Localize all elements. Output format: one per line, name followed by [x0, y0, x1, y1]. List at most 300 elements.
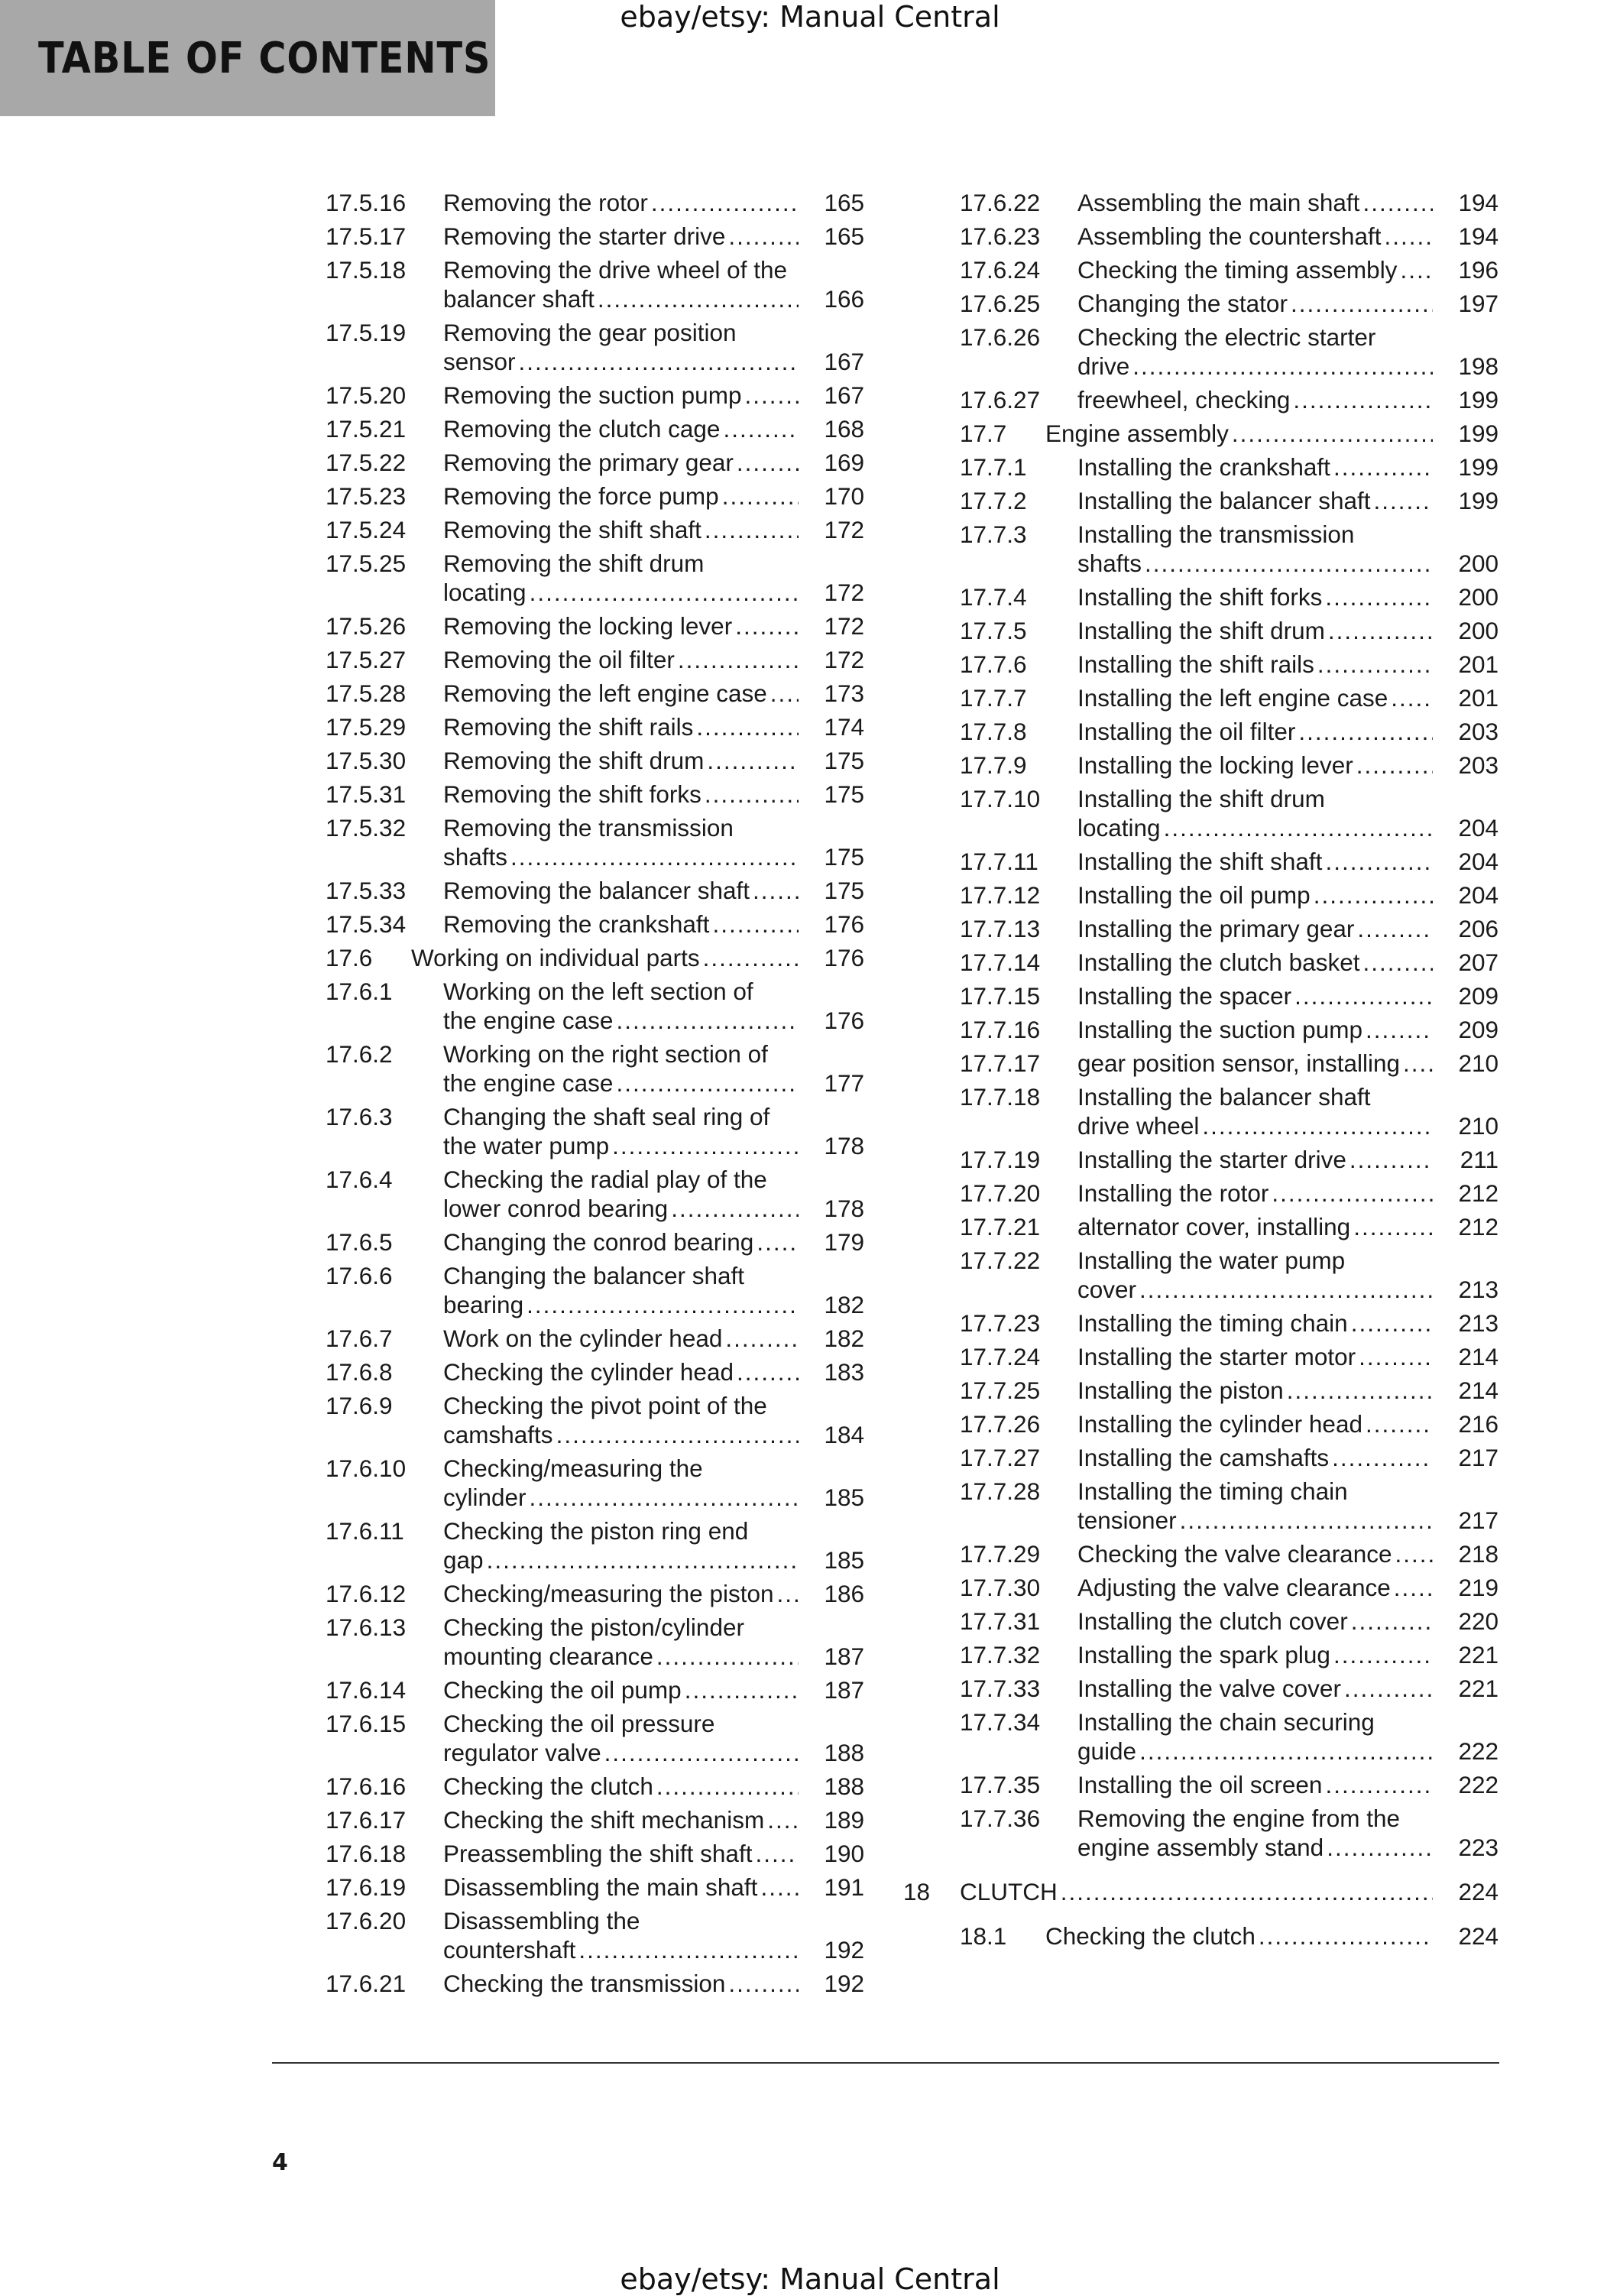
toc-entry-title-text: Removing the rotor: [443, 189, 648, 216]
toc-entry-title: [443, 645, 802, 674]
toc-entry[interactable]: [326, 977, 864, 1035]
toc-entry[interactable]: [960, 1049, 1498, 1078]
dot-leader: [1202, 1111, 1433, 1140]
toc-entry-page: 170: [824, 482, 864, 510]
toc-entry-page: 216: [1458, 1410, 1498, 1438]
toc-entry-title-text: Installing the oil screen: [1077, 1771, 1323, 1798]
dot-leader: [1325, 582, 1433, 611]
toc-entry-title-text: Removing the engine from the: [1077, 1805, 1400, 1832]
toc-entry-title-line: [443, 482, 802, 511]
dot-leader: [678, 645, 799, 674]
toc-entry[interactable]: [326, 1873, 864, 1902]
toc-entry-title-line: [1077, 1607, 1436, 1636]
toc-entry-page: 172: [824, 516, 864, 543]
toc-entry-title-text: engine assembly stand: [1077, 1834, 1324, 1861]
toc-entry-title-text: Removing the shift drum: [443, 747, 705, 774]
toc-entry-title-text: Installing the starter drive: [1077, 1146, 1346, 1173]
toc-entry-number: 17.7.27: [960, 1444, 1041, 1471]
toc-entry-number: 17.6: [326, 944, 373, 971]
toc-entry-title: [1077, 1179, 1436, 1208]
toc-entry-number: 17.5.22: [326, 449, 407, 476]
toc-entry-title: [1077, 1082, 1436, 1140]
toc-entry-number: 17.7.12: [960, 881, 1041, 909]
toc-entry-title-line: [443, 1227, 802, 1257]
toc-entry[interactable]: [326, 1261, 864, 1319]
toc-entry-title-line: [1077, 452, 1436, 482]
toc-entry-title-line: [443, 1454, 802, 1483]
toc-entry[interactable]: [960, 1640, 1498, 1669]
toc-entry-title-text: Installing the shift drum: [1077, 617, 1325, 644]
toc-entry-page: 219: [1458, 1574, 1498, 1601]
toc-entry-number: 17.7.20: [960, 1179, 1041, 1207]
toc-entry[interactable]: [960, 1804, 1498, 1862]
toc-entry-title-line: [1077, 880, 1436, 910]
toc-entry[interactable]: [960, 486, 1498, 515]
toc-entry[interactable]: [326, 1324, 864, 1353]
toc-entry-number: 17.6.2: [326, 1040, 393, 1068]
toc-entry[interactable]: [960, 255, 1498, 284]
toc-entry-title-text: Checking the oil pump: [443, 1676, 682, 1704]
toc-entry-number: 17.7: [960, 420, 1007, 447]
toc-entry-title-text: Checking the shift mechanism: [443, 1806, 765, 1834]
toc-entry-title: [1077, 1443, 1436, 1472]
toc-entry-title: [1077, 784, 1436, 842]
toc-entry[interactable]: [326, 188, 864, 217]
toc-entry[interactable]: [960, 385, 1498, 414]
toc-entry[interactable]: [960, 650, 1498, 679]
toc-entry-title-line: [1077, 549, 1436, 578]
toc-entry[interactable]: [326, 712, 864, 741]
toc-entry[interactable]: [960, 1309, 1498, 1338]
toc-entry[interactable]: [960, 323, 1498, 381]
toc-entry-title: [411, 943, 802, 972]
dot-leader: [1351, 1607, 1433, 1636]
toc-entry[interactable]: [960, 1770, 1498, 1799]
toc-entry[interactable]: [326, 1805, 864, 1834]
toc-entry[interactable]: [326, 1227, 864, 1257]
toc-entry-title-text: Assembling the main shaft: [1077, 189, 1360, 216]
toc-entry-title: [443, 1165, 802, 1223]
toc-entry[interactable]: [326, 1102, 864, 1160]
toc-entry[interactable]: [960, 289, 1498, 318]
toc-entry-page: 197: [1458, 290, 1498, 317]
toc-entry[interactable]: [960, 1376, 1498, 1405]
toc-entry-title-text: Installing the camshafts: [1077, 1444, 1330, 1471]
toc-entry-page: 191: [824, 1873, 864, 1901]
toc-entry-title-text: Installing the shift drum: [1077, 785, 1325, 812]
toc-entry-title-line: [443, 255, 802, 284]
toc-entry-page: 175: [824, 843, 864, 871]
toc-entry-title-text: Checking the electric starter: [1077, 323, 1376, 351]
toc-entry-number: 17.5.21: [326, 415, 407, 443]
dot-leader: [1356, 751, 1433, 780]
toc-entry-title-text: shafts: [1077, 550, 1142, 577]
toc-entry[interactable]: [326, 1039, 864, 1098]
page-number: 4: [272, 2149, 288, 2176]
toc-entry-title-line: [1077, 1833, 1436, 1862]
toc-entry-title-line: [443, 1738, 802, 1767]
toc-entry-title-line: [443, 977, 802, 1006]
toc-entry-title: [1077, 1804, 1436, 1862]
toc-entry[interactable]: [960, 1015, 1498, 1044]
toc-entry-title: [443, 448, 802, 477]
toc-entry[interactable]: [326, 679, 864, 708]
dot-leader: [770, 679, 799, 708]
toc-entry-number: 17.5.20: [326, 381, 407, 409]
toc-entry[interactable]: [326, 549, 864, 607]
toc-entry-title-text: Checking the clutch: [443, 1772, 653, 1800]
toc-entry[interactable]: [326, 1165, 864, 1223]
toc-entry-title-text: bearing: [443, 1291, 524, 1318]
dot-leader: [1287, 1376, 1433, 1405]
toc-entry-page: 194: [1458, 189, 1498, 216]
toc-entry-title-line: [443, 1545, 802, 1574]
toc-entry[interactable]: [960, 683, 1498, 712]
dot-leader: [1259, 1921, 1433, 1951]
toc-entry[interactable]: [326, 448, 864, 477]
toc-entry[interactable]: [960, 1607, 1498, 1636]
toc-entry-title-text: Installing the rotor: [1077, 1179, 1269, 1207]
toc-entry-title-text: Installing the transmission: [1077, 520, 1355, 548]
dot-leader: [755, 1839, 799, 1868]
toc-entry-title-text: the water pump: [443, 1132, 610, 1159]
toc-entry[interactable]: [326, 876, 864, 905]
toc-entry-page: 183: [824, 1358, 864, 1386]
toc-entry-title: [443, 1391, 802, 1449]
toc-entry-title-line: [1077, 255, 1436, 284]
dot-leader: [723, 414, 799, 443]
toc-entry-page: 201: [1458, 684, 1498, 712]
toc-entry-title-text: Removing the primary gear: [443, 449, 734, 476]
toc-entry-number: 17.7.21: [960, 1213, 1041, 1240]
toc-entry[interactable]: [326, 943, 864, 972]
toc-entry-page: 175: [824, 747, 864, 774]
toc-entry-title-line: [1077, 385, 1436, 414]
toc-entry[interactable]: [960, 1707, 1498, 1766]
toc-entry-page: 222: [1458, 1737, 1498, 1765]
toc-entry-title-text: Installing the timing chain: [1077, 1477, 1348, 1505]
toc-entry-title-text: Checking/measuring the piston: [443, 1580, 774, 1607]
toc-entry-number: 18: [903, 1878, 931, 1905]
toc-entry[interactable]: [326, 255, 864, 313]
toc-entry-number: 17.7.2: [960, 487, 1027, 514]
toc-entry[interactable]: [960, 188, 1498, 217]
footer-divider: [272, 2062, 1499, 2064]
dot-leader: [735, 611, 799, 640]
toc-entry-title-line: [443, 1039, 802, 1069]
toc-entry[interactable]: [960, 1539, 1498, 1568]
toc-entry[interactable]: [326, 910, 864, 939]
toc-entry-title-text: Removing the suction pump: [443, 381, 742, 409]
toc-entry-number: 17.7.17: [960, 1049, 1041, 1077]
toc-entry-title-line: [1077, 751, 1436, 780]
toc-entry-title-line: [1077, 323, 1436, 352]
toc-entry-title: [443, 1906, 802, 1964]
toc-entry[interactable]: [960, 1921, 1498, 1951]
toc-entry[interactable]: [960, 751, 1498, 780]
dot-leader: [1357, 914, 1433, 943]
dot-leader: [712, 910, 799, 939]
toc-entry-title: [1077, 1573, 1436, 1602]
toc-entry[interactable]: [960, 1246, 1498, 1304]
toc-entry-title: [1077, 914, 1436, 943]
toc-entry[interactable]: [326, 1357, 864, 1386]
dot-leader: [1132, 352, 1433, 381]
toc-entry-page: 207: [1458, 949, 1498, 976]
toc-entry[interactable]: [960, 222, 1498, 251]
toc-entry-number: 17.6.6: [326, 1262, 393, 1289]
toc-entry[interactable]: [326, 318, 864, 376]
toc-entry-title-line: [443, 1261, 802, 1290]
toc-entry[interactable]: [960, 948, 1498, 977]
toc-entry-number: 17.6.19: [326, 1873, 407, 1901]
toc-entry[interactable]: [960, 880, 1498, 910]
toc-entry[interactable]: [326, 1391, 864, 1449]
toc-entry-title-line: [443, 222, 802, 251]
toc-entry-title-line: [443, 284, 802, 313]
toc-entry[interactable]: [960, 981, 1498, 1010]
toc-entry-title: [443, 611, 802, 640]
toc-entry-title-line: [1077, 1049, 1436, 1078]
toc-entry-number: 17.5.25: [326, 550, 407, 577]
toc-entry[interactable]: [960, 1409, 1498, 1438]
toc-entry[interactable]: [326, 611, 864, 640]
toc-entry-number: 17.6.3: [326, 1103, 393, 1130]
toc-entry[interactable]: [326, 1516, 864, 1574]
toc-entry-page: 178: [824, 1195, 864, 1222]
toc-entry-title-text: shafts: [443, 843, 508, 871]
toc-entry-title-text: Checking the valve clearance: [1077, 1540, 1392, 1568]
toc-entry[interactable]: [960, 1082, 1498, 1140]
toc-entry-page: 175: [824, 780, 864, 808]
toc-entry[interactable]: [326, 414, 864, 443]
toc-entry[interactable]: [326, 1906, 864, 1964]
toc-entry-title-text: Removing the force pump: [443, 482, 719, 510]
toc-entry-page: 198: [1458, 352, 1498, 380]
toc-entry-number: 17.7.30: [960, 1574, 1041, 1601]
toc-entry-title: [443, 318, 802, 376]
toc-entry[interactable]: [960, 717, 1498, 746]
toc-entry-title-line: [443, 1290, 802, 1319]
dot-leader: [1353, 1212, 1433, 1241]
toc-entry-number: 17.6.9: [326, 1392, 393, 1419]
toc-entry-number: 17.7.25: [960, 1377, 1041, 1404]
dot-leader: [1139, 1275, 1433, 1304]
toc-entry-title-line: [1077, 520, 1436, 549]
toc-entry-title: [1077, 1409, 1436, 1438]
dot-leader: [705, 515, 799, 544]
toc-entry-title-text: Installing the oil pump: [1077, 881, 1311, 909]
toc-entry-title-text: Installing the starter motor: [1077, 1343, 1356, 1370]
toc-entry[interactable]: [326, 1709, 864, 1767]
toc-entry[interactable]: [960, 847, 1498, 876]
toc-entry-title-line: [443, 1805, 802, 1834]
toc-entry[interactable]: [960, 1342, 1498, 1371]
toc-entry-page: 192: [824, 1936, 864, 1964]
dot-leader: [705, 780, 799, 809]
toc-entry[interactable]: [960, 520, 1498, 578]
toc-entry-title-line: [443, 780, 802, 809]
toc-entry-number: 17.7.24: [960, 1343, 1041, 1370]
dot-leader: [722, 482, 799, 511]
toc-entry-page: 196: [1458, 256, 1498, 284]
toc-entry-page: 206: [1458, 915, 1498, 942]
toc-entry[interactable]: [326, 1772, 864, 1801]
toc-entry-title: [1077, 323, 1436, 381]
toc-entry[interactable]: [326, 515, 864, 544]
watermark-top: ebay/etsy: Manual Central: [620, 0, 1000, 34]
toc-entry-number: 17.6.23: [960, 222, 1041, 250]
toc-entry-title-text: tensioner: [1077, 1506, 1177, 1534]
toc-entry-title: [1045, 419, 1436, 448]
toc-entry-title-line: [960, 1877, 1436, 1906]
toc-entry-page: 169: [824, 449, 864, 476]
dot-leader: [760, 1873, 799, 1902]
dot-leader: [1403, 1049, 1433, 1078]
toc-entry-number: 17.5.30: [326, 747, 407, 774]
toc-entry-title-line: [443, 712, 802, 741]
toc-entry[interactable]: [326, 1839, 864, 1868]
dot-leader: [1328, 616, 1433, 645]
toc-entry-title: [443, 482, 802, 511]
toc-entry[interactable]: [960, 1145, 1498, 1174]
toc-entry[interactable]: [960, 1179, 1498, 1208]
toc-entry[interactable]: [326, 746, 864, 775]
toc-entry-title-line: [443, 1613, 802, 1642]
toc-entry-title-line: [443, 1516, 802, 1545]
toc-entry-title: [443, 780, 802, 809]
toc-entry[interactable]: [326, 1675, 864, 1704]
toc-entry-title-text: Removing the gear position: [443, 319, 737, 346]
toc-entry-title-text: balancer shaft: [443, 285, 595, 313]
toc-entry-title: [1077, 650, 1436, 679]
dot-leader: [744, 381, 799, 410]
toc-entry-title: [1077, 452, 1436, 482]
dot-leader: [767, 1805, 799, 1834]
section-title: TABLE OF CONTENTS: [38, 33, 491, 83]
toc-entry[interactable]: [960, 452, 1498, 482]
toc-entry-title-line: [1077, 486, 1436, 515]
toc-entry-title-text: Assembling the countershaft: [1077, 222, 1382, 250]
toc-entry-title-line: [443, 842, 802, 871]
toc-entry-title-line: [1077, 582, 1436, 611]
toc-entry-page: 188: [824, 1772, 864, 1800]
toc-entry[interactable]: [960, 1477, 1498, 1535]
dot-leader: [1332, 1443, 1433, 1472]
toc-entry-number: 17.5.32: [326, 814, 407, 842]
toc-entry-title: [1077, 222, 1436, 251]
toc-entry-title-text: Installing the crankshaft: [1077, 453, 1330, 481]
toc-entry[interactable]: [960, 419, 1498, 448]
toc-entry-number: 17.5.18: [326, 256, 407, 284]
dot-leader: [1362, 948, 1433, 977]
toc-entry-title-line: [443, 611, 802, 640]
toc-entry-page: 204: [1458, 814, 1498, 842]
toc-entry-number: 17.7.32: [960, 1641, 1041, 1668]
toc-entry[interactable]: [326, 645, 864, 674]
toc-entry-title-text: Installing the balancer shaft: [1077, 1083, 1371, 1111]
toc-entry[interactable]: [960, 914, 1498, 943]
toc-entry[interactable]: [960, 1443, 1498, 1472]
toc-entry-title-text: sensor: [443, 348, 516, 375]
dot-leader: [1366, 1409, 1433, 1438]
toc-entry-title-text: Installing the cylinder head: [1077, 1410, 1362, 1438]
toc-entry-title-text: Removing the oil filter: [443, 646, 675, 673]
toc-entry-title-line: [443, 1194, 802, 1223]
toc-entry[interactable]: [960, 1212, 1498, 1241]
dot-leader: [707, 746, 799, 775]
toc-entry-number: 17.5.31: [326, 780, 407, 808]
toc-entry-title-line: [1077, 981, 1436, 1010]
toc-entry-title-line: [443, 1102, 802, 1131]
toc-entry-title-text: Installing the clutch cover: [1077, 1607, 1348, 1635]
toc-entry-title-text: Working on individual parts: [411, 944, 700, 971]
toc-entry-title-text: Checking the clutch: [1045, 1922, 1256, 1950]
toc-entry[interactable]: [326, 1454, 864, 1512]
toc-entry[interactable]: [960, 784, 1498, 842]
toc-entry-title: [443, 910, 802, 939]
toc-entry[interactable]: [903, 1877, 1498, 1906]
dot-leader: [685, 1675, 799, 1704]
toc-entry-page: 213: [1458, 1309, 1498, 1337]
toc-entry[interactable]: [960, 1573, 1498, 1602]
toc-entry-title-line: [443, 381, 802, 410]
dot-leader: [1325, 1770, 1433, 1799]
toc-entry-title: [443, 679, 802, 708]
toc-entry[interactable]: [326, 222, 864, 251]
toc-entry-number: 17.5.19: [326, 319, 407, 346]
toc-entry[interactable]: [326, 1579, 864, 1608]
toc-entry-title-line: [1077, 188, 1436, 217]
toc-entry[interactable]: [960, 616, 1498, 645]
toc-entry[interactable]: [326, 813, 864, 871]
toc-entry[interactable]: [326, 780, 864, 809]
toc-entry-title-text: Removing the clutch cage: [443, 415, 721, 443]
toc-entry-title-line: [1077, 1477, 1436, 1506]
toc-entry-title: [443, 1261, 802, 1319]
toc-entry-number: 17.7.34: [960, 1708, 1041, 1736]
toc-entry[interactable]: [326, 1969, 864, 1998]
toc-entry-title: [443, 712, 802, 741]
toc-entry-title: [1077, 255, 1436, 284]
toc-entry-page: 209: [1458, 1016, 1498, 1043]
toc-entry-page: 172: [824, 612, 864, 640]
toc-entry[interactable]: [960, 582, 1498, 611]
toc-entry[interactable]: [326, 381, 864, 410]
toc-entry-title-line: [1077, 352, 1436, 381]
dot-leader: [616, 1069, 799, 1098]
dot-leader: [1325, 847, 1433, 876]
toc-entry-title-line: [1045, 419, 1436, 448]
dot-leader: [1139, 1737, 1433, 1766]
toc-entry[interactable]: [960, 1674, 1498, 1703]
toc-entry[interactable]: [326, 482, 864, 511]
dot-leader: [510, 842, 799, 871]
toc-entry[interactable]: [326, 1613, 864, 1671]
toc-entry-number: 17.5.23: [326, 482, 407, 510]
toc-entry-title-text: Installing the shift forks: [1077, 583, 1323, 611]
toc-entry-title-text: Checking the cylinder head: [443, 1358, 734, 1386]
toc-entry-title-text: Removing the shift drum: [443, 550, 705, 577]
toc-entry-title-text: locating: [1077, 814, 1161, 842]
toc-entry-title-line: [443, 1357, 802, 1386]
toc-entry-title: [1077, 385, 1436, 414]
toc-entry-title-text: Checking the timing assembly: [1077, 256, 1398, 284]
toc-entry-page: 212: [1458, 1213, 1498, 1240]
toc-entry-page: 174: [824, 713, 864, 741]
toc-entry-title-line: [1077, 1573, 1436, 1602]
dot-leader: [598, 284, 799, 313]
